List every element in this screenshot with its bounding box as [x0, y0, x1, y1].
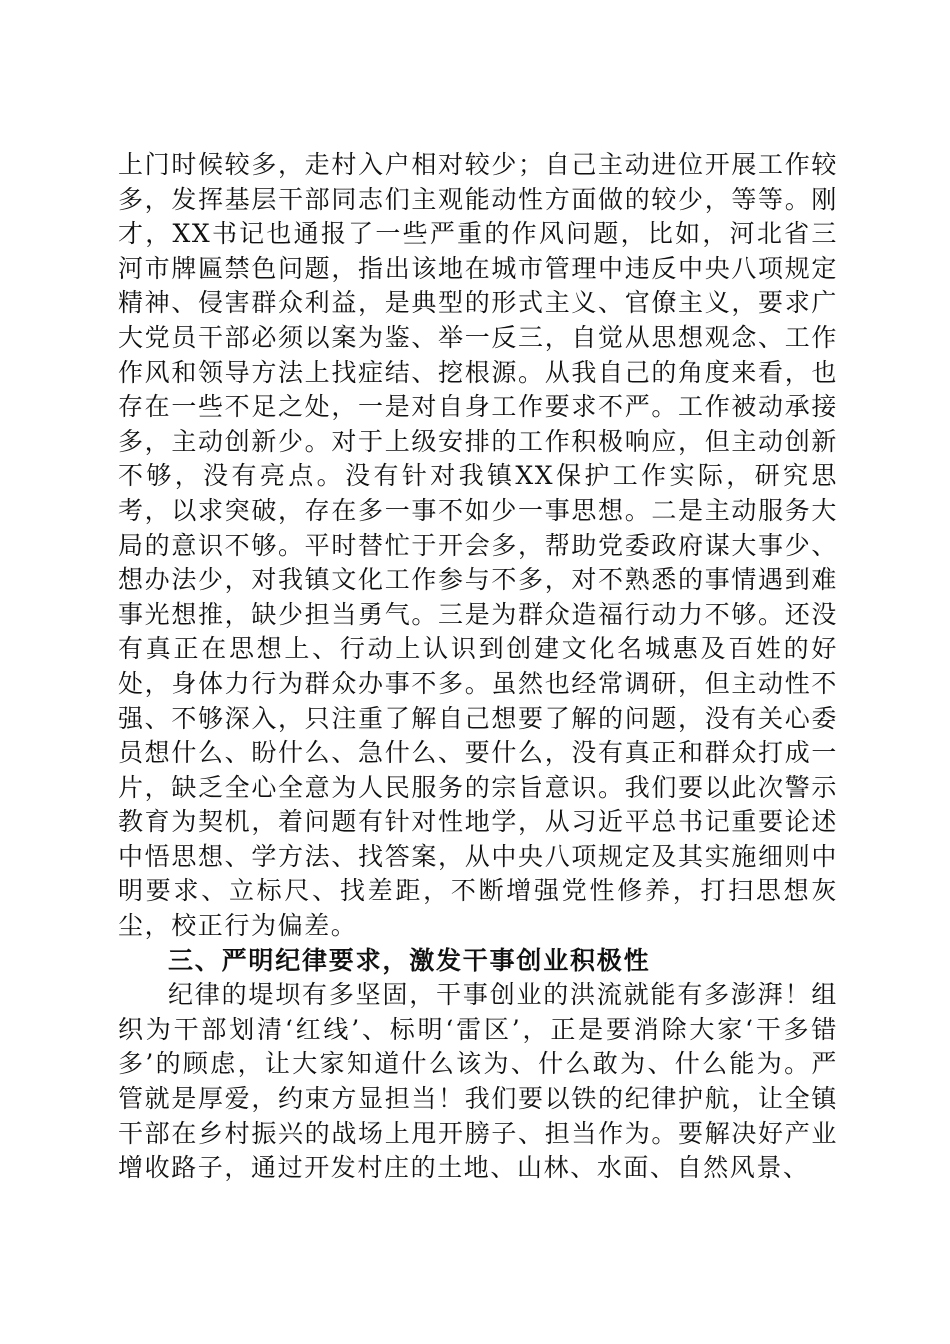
section-heading: 三、严明纪律要求，激发干事创业积极性 [168, 945, 651, 975]
document-body [118, 148, 838, 1186]
body-paragraph: 纪律的堤坝有多坚固，干事创业的洪流就能有多澎湃！组织为干部划清‘红线’、标明‘雷区’，正是要消除大家‘干多错多’的顾虑，让大家知道什么该为、什么敢为、什么能为。严管就是厚爱，约束方显担当！我们要以铁的纪律护航，让全镇干部在乡村振兴的战场上甩开膀子、担当作为。要解决好产业增收路子，通过开发村庄的土地、山林、水面、自然风景、 [118, 980, 838, 1183]
body-paragraph-continued: 上门时候较多，走村入户相对较少；自己主动进位开展工作较多，发挥基层干部同志们主观能动性方面做的较少，等等。刚才，XX书记也通报了一些严重的作风问题，比如，河北省三河市牌匾禁色问题，指出该地在城市管理中违反中央八项规定精神、侵害群众利益，是典型的形式主义、官僚主义，要求广大党员干部必须以案为鉴、举一反三，自觉从思想观念、工作作风和领导方法上找症结、挖根源。从我自己的角度来看，也存在一些不足之处，一是对自身工作要求不严。工作被动承接多，主动创新少。对于上级安排的工作积极响应，但主动创新不够，没有亮点。没有针对我镇XX保护工作实际，研究思考，以求突破，存在多一事不如少一事思想。二是主动服务大局的意识不够。平时替忙于开会多，帮助党委政府谋大事少、想办法少，对我镇文化工作参与不多，对不熟悉的事情遇到难事光想推，缺少担当勇气。三是为群众造福行动力不够。还没有真正在思想上、行动上认识到创建文化名城惠及百姓的好处，身体力行为群众办事不多。虽然也经常调研，但主动性不强、不够深入，只注重了解自己想要了解的问题，没有关心委员想什么、盼什么、急什么、要什么，没有真正和群众打成一片，缺乏全心全意为人民服务的宗旨意识。我们要以此次警示教育为契机，着问题有针对性地学，从习近平总书记重要论述中悟思想、学方法、找答案，从中央八项规定及其实施细则中明要求、立标尺、找差距，不断增强党性修养，打扫思想灰尘，校正行为偏差。 [118, 150, 838, 941]
